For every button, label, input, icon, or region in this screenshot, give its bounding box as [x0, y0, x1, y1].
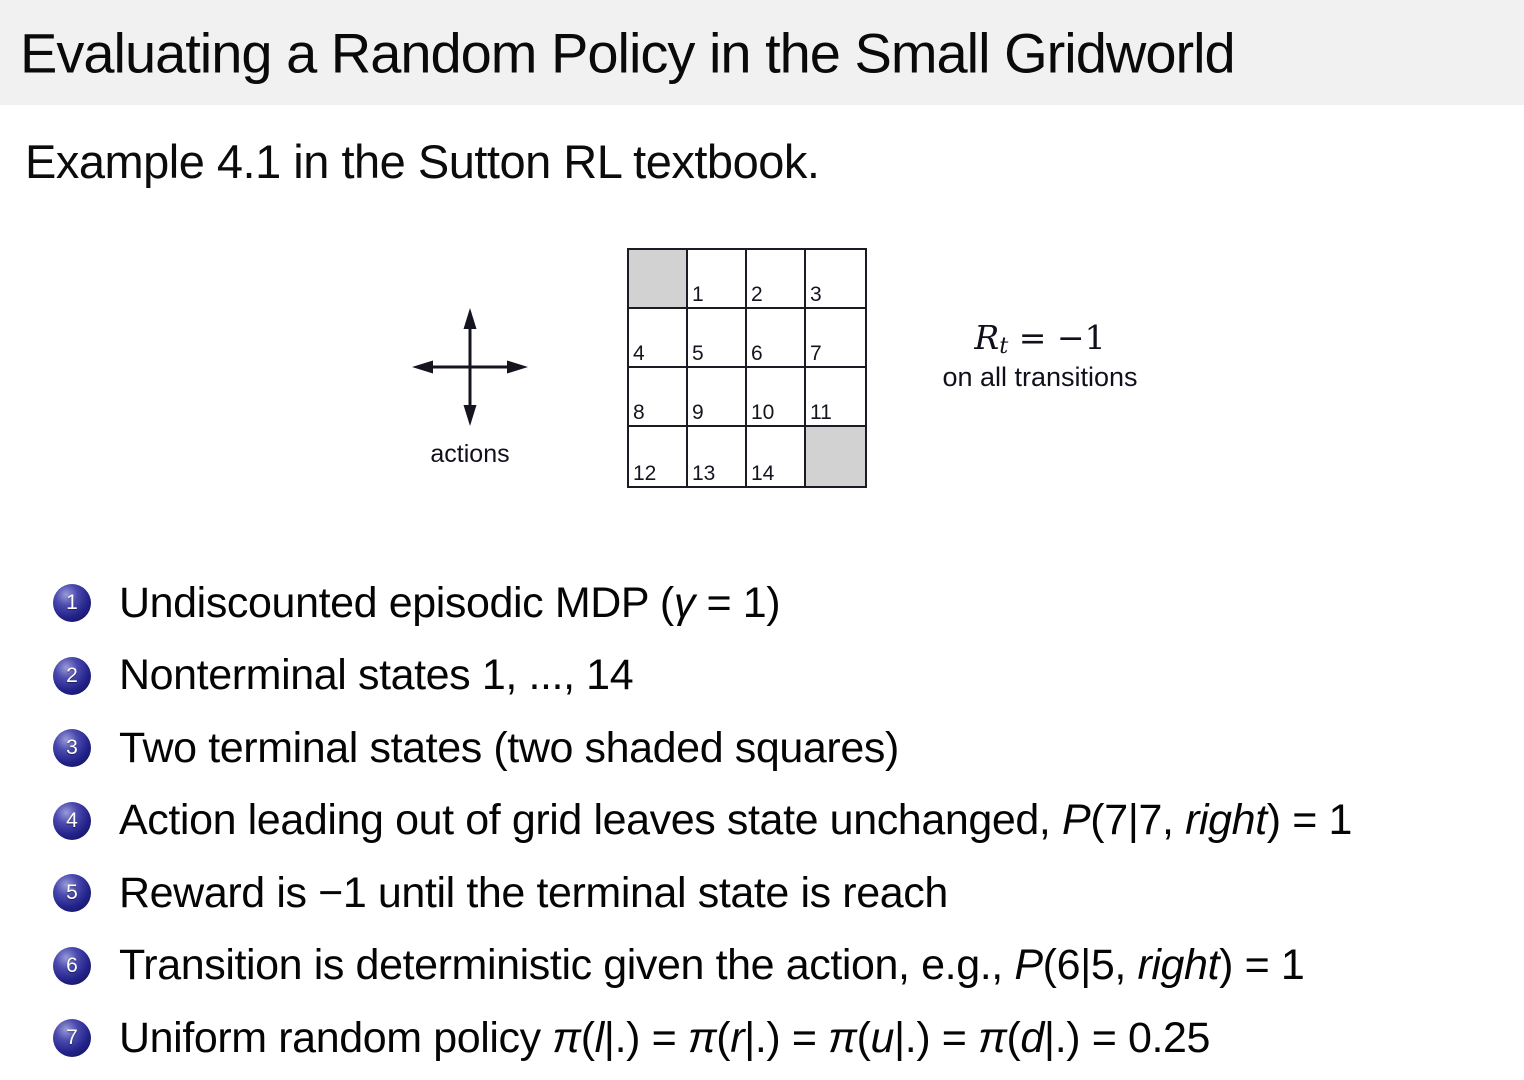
grid-cell: [688, 368, 747, 427]
grid-cell-label: 4: [633, 342, 645, 365]
list-item: [0, 930, 1524, 1003]
list-item-text: Reward is −1 until the terminal state is reach: [119, 868, 948, 917]
grid-cell-label: 11: [810, 401, 832, 424]
grid-cell-label: 6: [751, 342, 763, 365]
list-item: [0, 785, 1524, 858]
list-item: [0, 640, 1524, 713]
header-bar: [0, 0, 1524, 105]
grid-cell: [806, 309, 865, 368]
grid-cell-label: 2: [751, 283, 763, 306]
reward-formula: Rt = −1: [974, 318, 1106, 360]
grid-cell-terminal: [806, 427, 865, 486]
grid-cell-label: 9: [692, 401, 704, 424]
grid-cell-label: 14: [751, 462, 775, 485]
subtitle: Example 4.1 in the Sutton RL textbook.: [25, 135, 820, 188]
grid-cell: [688, 250, 747, 309]
grid-cell: [806, 368, 865, 427]
item-number-badge: [53, 1019, 91, 1057]
slide-title: Evaluating a Random Policy in the Small Gridworld: [20, 21, 1235, 84]
grid-cell: [747, 427, 806, 486]
grid-cell-terminal: [629, 250, 688, 309]
grid-cell-label: 7: [810, 342, 822, 365]
item-number: 7: [66, 1026, 78, 1050]
item-number-badge: [53, 729, 91, 767]
list-item-text: Transition is deterministic given the action, e.g., P(6|5, right) = 1: [119, 941, 1305, 990]
list-item-text: Uniform random policy π(l|.) = π(r|.) = π(u|.) = π(d|.) = 0.25: [119, 1013, 1211, 1062]
list-item-text: Nonterminal states 1, ..., 14: [119, 651, 634, 700]
list-item: [0, 712, 1524, 785]
item-number-badge: [53, 657, 91, 695]
reward-note: [905, 318, 1175, 393]
item-number-badge: [53, 874, 91, 912]
list-item-text: Action leading out of grid leaves state unchanged, P(7|7, right) = 1: [119, 796, 1352, 845]
actions-cross-icon: [410, 306, 530, 428]
grid-cell-label: 12: [633, 462, 657, 485]
item-number: 6: [66, 953, 78, 977]
item-number-badge: [53, 802, 91, 840]
gridworld-grid: [627, 248, 867, 488]
list-item-text: Undiscounted episodic MDP (γ = 1): [119, 578, 781, 627]
list-item: [0, 857, 1524, 930]
grid-cell: [806, 250, 865, 309]
grid-cell-label: 13: [692, 462, 716, 485]
grid-cell-label: 8: [633, 401, 645, 424]
item-number: 5: [66, 881, 78, 905]
list-item: [0, 567, 1524, 640]
grid-cell: [747, 250, 806, 309]
item-number-badge: [53, 947, 91, 985]
grid-cell: [688, 427, 747, 486]
item-number: 2: [66, 663, 78, 687]
actions-label: actions: [430, 440, 510, 468]
item-number: 3: [66, 736, 78, 760]
grid-cell-label: 10: [751, 401, 775, 424]
grid-cell-label: 3: [810, 283, 822, 306]
item-number: 1: [66, 591, 78, 615]
grid-cell: [747, 368, 806, 427]
list-item: [0, 1002, 1524, 1075]
grid-cell: [688, 309, 747, 368]
item-number: 4: [66, 808, 78, 832]
grid-cell: [629, 368, 688, 427]
item-number-badge: [53, 584, 91, 622]
grid-cell: [747, 309, 806, 368]
grid-cell-label: 5: [692, 342, 704, 365]
bullet-list: [0, 567, 1524, 1075]
list-item-text: Two terminal states (two shaded squares): [119, 723, 899, 772]
grid-cell: [629, 309, 688, 368]
reward-caption: on all transitions: [942, 362, 1138, 393]
grid-cell-label: 1: [692, 283, 704, 306]
grid-cell: [629, 427, 688, 486]
